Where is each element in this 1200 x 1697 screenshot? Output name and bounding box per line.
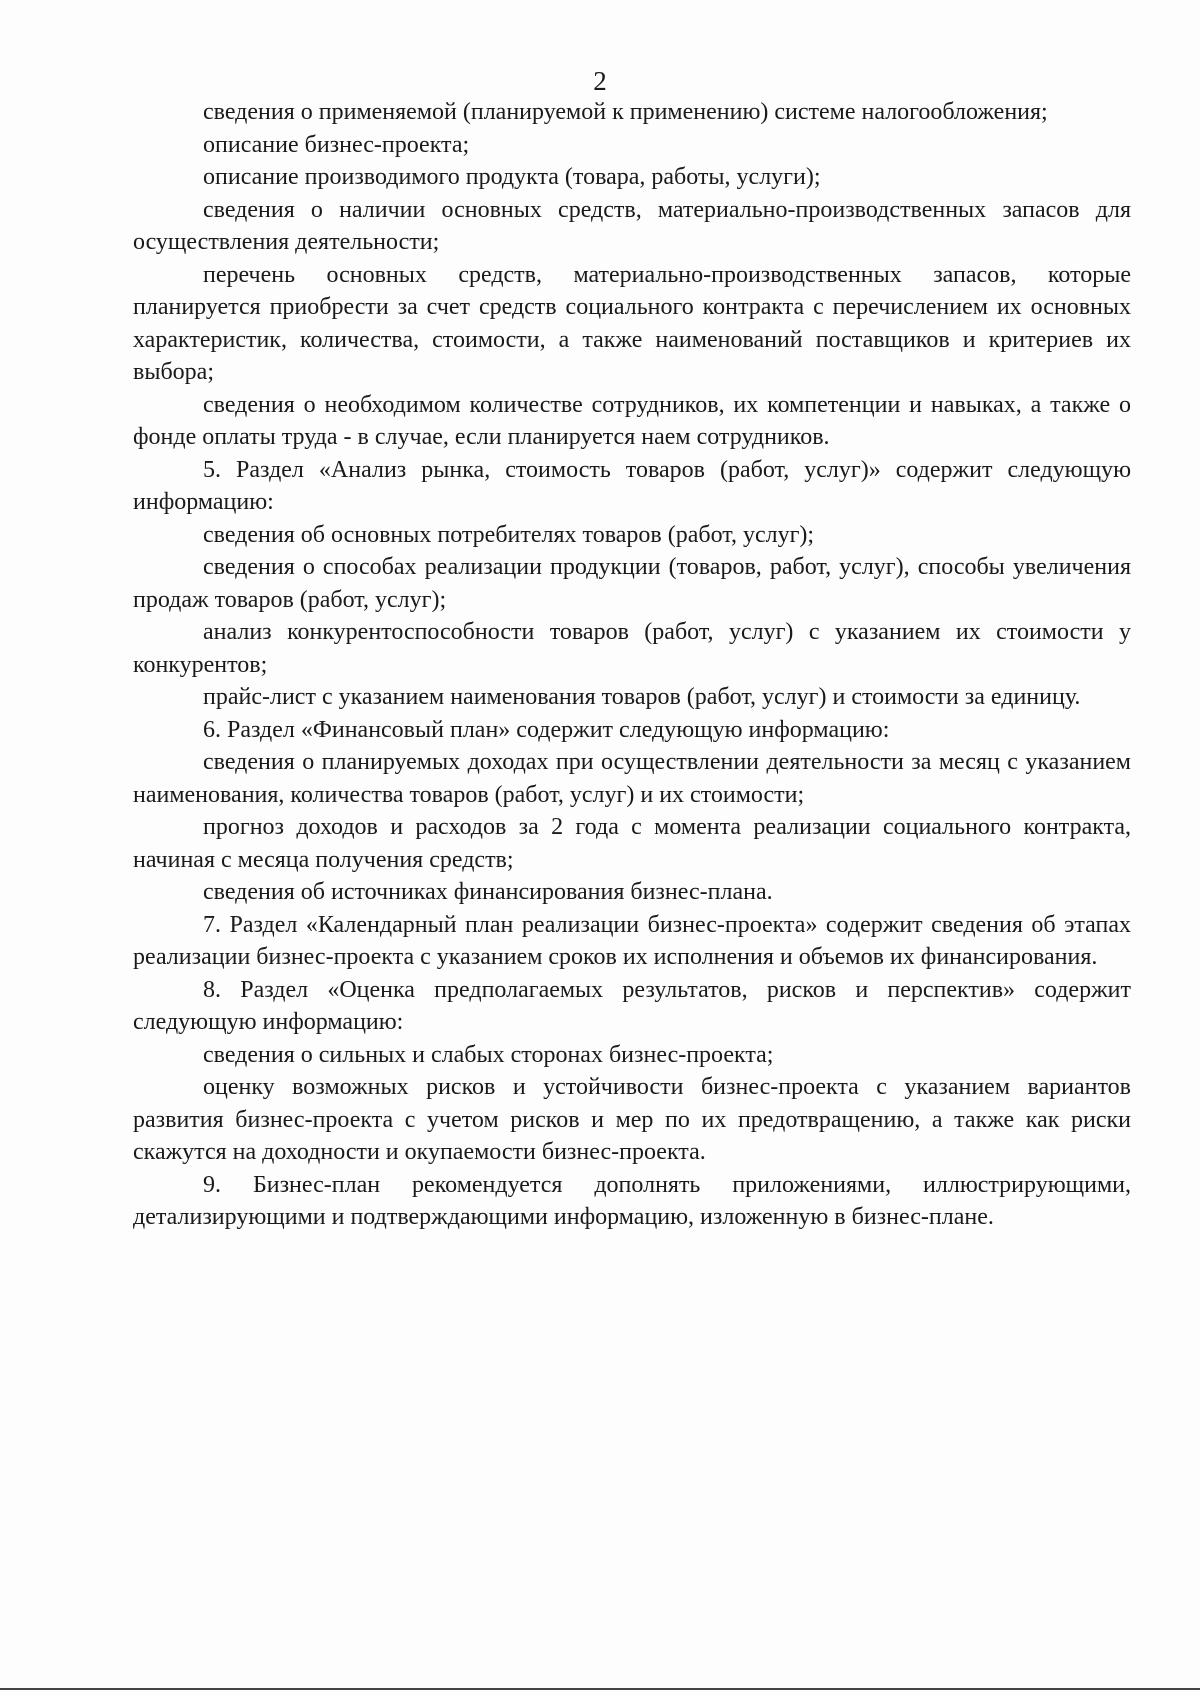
paragraph: сведения об основных потребителях товаров (работ, услуг); [203,521,815,548]
document-body [133,96,1131,1234]
paragraph: описание производимого продукта (товара, работы, услуги); [203,164,821,190]
paragraph: оценку возможных рисков и устойчивости бизнес-проекта с указанием вариантов развития бизнес-проекта с учетом рисков и мер по их предотвращению, а также как риски скажутся на доходности и окупаемости бизнес-проекта. [133,1074,1131,1165]
paragraph: 7. Раздел «Календарный план реализации бизнес-проекта» содержит сведения об этапах реализации бизнес-проекта с указанием сроков их исполнения и объемов их финансирования. [133,911,1131,970]
paragraph: сведения о наличии основных средств, материально-производственных запасов для осуществления деятельности; [133,196,1131,255]
paragraph: 6. Раздел «Финансовый план» содержит следующую информацию: [203,716,890,743]
bottom-divider [0,1688,1200,1690]
paragraph: сведения о сильных и слабых сторонах бизнес-проекта; [203,1041,774,1068]
paragraph: сведения о планируемых доходах при осуществлении деятельности за месяц с указанием наименования, количества товаров (работ, услуг) и их стоимости; [133,749,1131,808]
paragraph: анализ конкурентоспособности товаров (работ, услуг) с указанием их стоимости у конкурентов; [133,619,1131,678]
paragraph: перечень основных средств, материально-производственных запасов, которые планируется приобрести за счет средств социального контракта с перечислением их основных характеристик, количества, стоимости, а также наименований поставщиков и критериев их выбора; [133,261,1131,385]
paragraph: 8. Раздел «Оценка предполагаемых результатов, рисков и перспектив» содержит следующую информацию: [133,976,1131,1035]
paragraph: 5. Раздел «Анализ рынка, стоимость товаров (работ, услуг)» содержит следующую информацию: [133,456,1131,515]
paragraph: сведения о применяемой (планируемой к применению) системе налогообложения; [203,99,1048,125]
paragraph: сведения о способах реализации продукции (товаров, работ, услуг), способы увеличения продаж товаров (работ, услуг); [133,554,1131,613]
paragraph: сведения об источниках финансирования бизнес-плана. [203,879,773,905]
paragraph: прайс-лист с указанием наименования товаров (работ, услуг) и стоимости за единицу. [203,684,1081,710]
page-number: 2 [593,66,607,96]
paragraph: сведения о необходимом количестве сотрудников, их компетенции и навыках, а также о фонде оплаты труда - в случае, если планируется наем сотрудников. [133,391,1131,450]
paragraph: 9. Бизнес-план рекомендуется дополнять приложениями, иллюстрирующими, детализирующими и подтверждающими информацию, изложенную в бизнес-плане. [133,1171,1131,1230]
paragraph: прогноз доходов и расходов за 2 года с момента реализации социального контракта, начиная с месяца получения средств; [133,814,1131,873]
paragraph: описание бизнес-проекта; [203,131,470,158]
